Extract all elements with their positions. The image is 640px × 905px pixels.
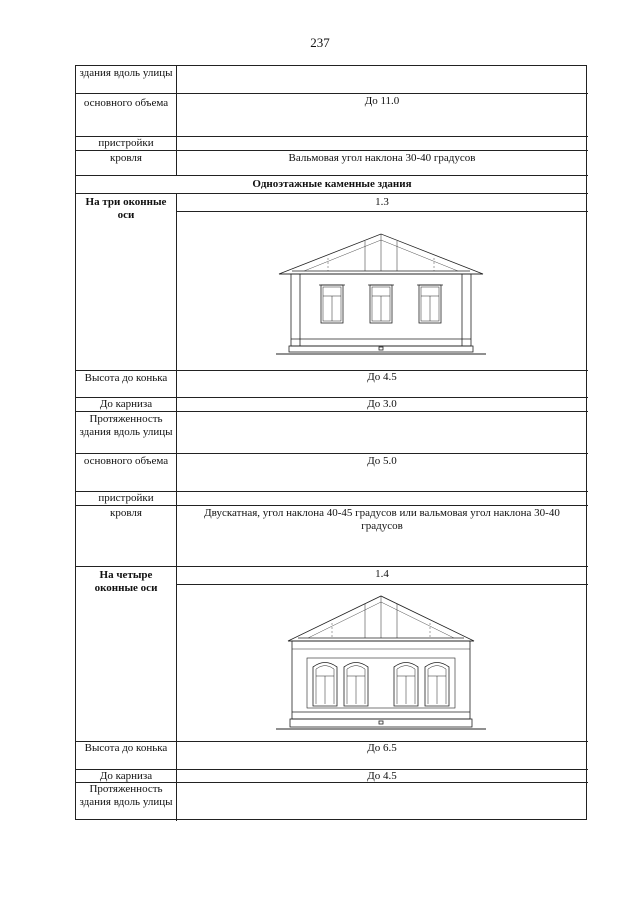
section-title: Одноэтажные каменные здания xyxy=(252,178,412,190)
group-title: На четыре оконные оси xyxy=(94,569,158,594)
row-divider xyxy=(176,211,588,212)
group-title: На три оконные оси xyxy=(85,196,167,221)
row-value: До 3.0 xyxy=(367,398,397,410)
row-label: Протяженность здания вдоль улицы xyxy=(79,413,173,438)
row-divider xyxy=(76,566,588,567)
group-code: 1.3 xyxy=(375,196,389,208)
row-divider xyxy=(176,584,588,585)
row-divider xyxy=(76,505,588,506)
group-code: 1.4 xyxy=(375,568,389,580)
row-label: До карниза xyxy=(99,398,153,410)
row-label: основного объема xyxy=(83,97,169,109)
row-label: здания вдоль улицы xyxy=(79,67,173,79)
row-label: основного объема xyxy=(83,455,169,467)
row-value: До 11.0 xyxy=(364,95,400,107)
page-number: 237 xyxy=(310,35,330,50)
building-parameters-table xyxy=(75,65,587,820)
row-divider xyxy=(76,175,588,176)
row-divider xyxy=(76,93,588,94)
row-label: пристройки xyxy=(98,137,154,149)
row-divider xyxy=(76,453,588,454)
row-value: До 5.0 xyxy=(367,455,397,467)
facade-three-windows-drawing xyxy=(276,231,486,359)
row-value: До 4.5 xyxy=(367,371,397,383)
row-label: Протяженность здания вдоль улицы xyxy=(79,783,173,808)
row-divider xyxy=(76,411,588,412)
row-value: До 6.5 xyxy=(367,742,397,754)
row-divider xyxy=(76,193,588,194)
facade-four-windows-drawing xyxy=(276,594,486,734)
row-value: Двускатная, угол наклона 40-45 градусов или вальмовая угол наклона 30-40 градусов xyxy=(204,507,560,532)
row-label: Высота до конька xyxy=(84,742,168,754)
row-divider xyxy=(76,150,588,151)
row-label: До карниза xyxy=(99,770,153,782)
row-label: пристройки xyxy=(98,492,154,504)
row-value: Вальмовая угол наклона 30-40 градусов xyxy=(288,152,476,164)
row-value: До 4.5 xyxy=(367,770,397,782)
row-label: кровля xyxy=(110,152,142,164)
row-label: кровля xyxy=(110,507,142,519)
row-label: Высота до конька xyxy=(84,372,168,384)
